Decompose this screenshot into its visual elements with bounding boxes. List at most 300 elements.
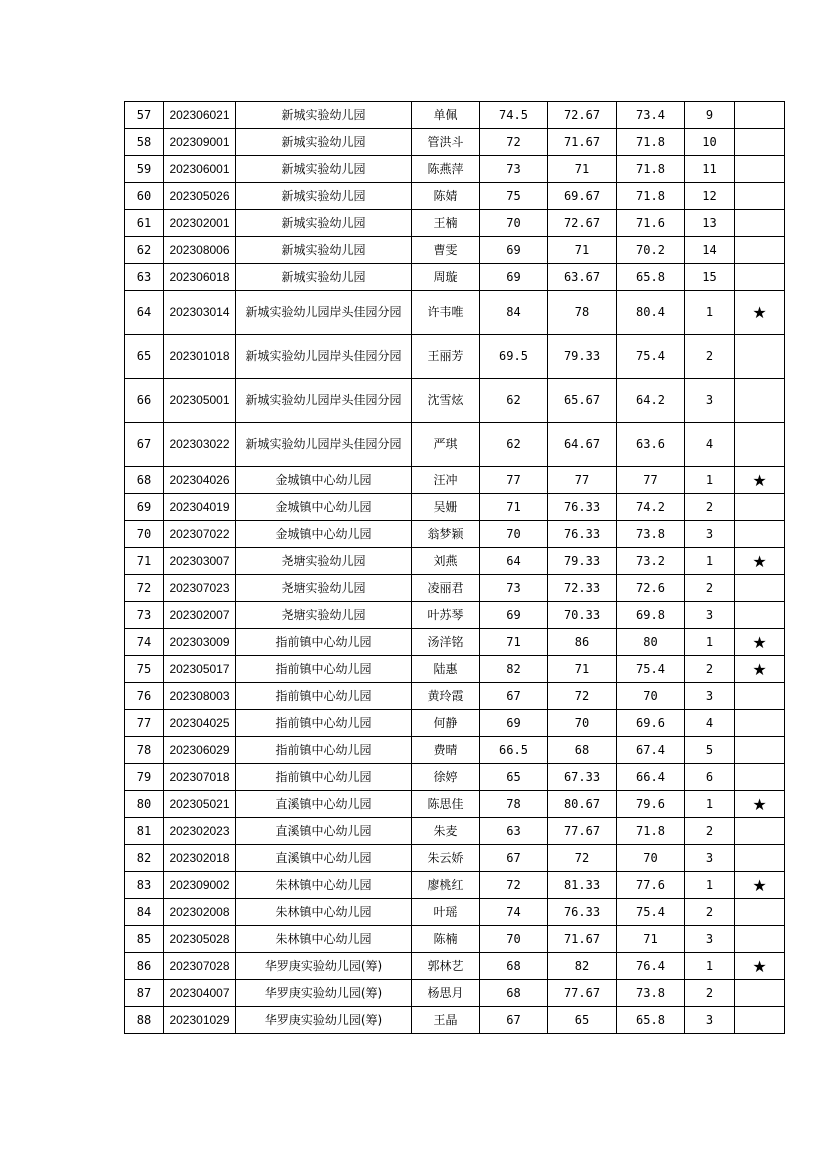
table-row — [125, 710, 785, 737]
qualified-mark-cell — [735, 335, 785, 379]
table-row — [125, 210, 785, 237]
name-cell: 翁梦颖 — [412, 521, 480, 548]
school-cell: 新城实验幼儿园 — [236, 183, 412, 210]
name-cell: 汤洋铭 — [412, 629, 480, 656]
table-row — [125, 629, 785, 656]
written-score-cell: 82 — [480, 656, 548, 683]
total-score-cell: 80.4 — [617, 291, 685, 335]
interview-score-cell: 77 — [548, 467, 617, 494]
qualified-mark-cell — [735, 926, 785, 953]
interview-score-cell: 76.33 — [548, 521, 617, 548]
qualified-mark-cell — [735, 845, 785, 872]
total-score-cell: 75.4 — [617, 656, 685, 683]
written-score-cell: 74.5 — [480, 102, 548, 129]
total-score-cell: 79.6 — [617, 791, 685, 818]
total-score-cell: 65.8 — [617, 1007, 685, 1034]
name-cell: 杨思月 — [412, 980, 480, 1007]
written-score-cell: 64 — [480, 548, 548, 575]
table-row — [125, 791, 785, 818]
qualified-mark-cell — [735, 899, 785, 926]
written-score-cell: 78 — [480, 791, 548, 818]
interview-score-cell: 70.33 — [548, 602, 617, 629]
total-score-cell: 76.4 — [617, 953, 685, 980]
rank-cell: 6 — [685, 764, 735, 791]
school-cell: 金城镇中心幼儿园 — [236, 521, 412, 548]
exam-id-cell: 202303007 — [164, 548, 236, 575]
school-cell: 新城实验幼儿园 — [236, 102, 412, 129]
seq-cell: 72 — [125, 575, 164, 602]
rank-cell: 2 — [685, 494, 735, 521]
name-cell: 汪冲 — [412, 467, 480, 494]
school-cell: 华罗庚实验幼儿园(筹) — [236, 980, 412, 1007]
table-row — [125, 899, 785, 926]
exam-id-cell: 202308003 — [164, 683, 236, 710]
qualified-mark-cell: ★ — [735, 791, 785, 818]
table-row — [125, 423, 785, 467]
total-score-cell: 71.6 — [617, 210, 685, 237]
interview-score-cell: 79.33 — [548, 335, 617, 379]
interview-score-cell: 72 — [548, 683, 617, 710]
rank-cell: 2 — [685, 575, 735, 602]
rank-cell: 3 — [685, 845, 735, 872]
name-cell: 陈楠 — [412, 926, 480, 953]
written-score-cell: 67 — [480, 1007, 548, 1034]
qualified-mark-cell: ★ — [735, 953, 785, 980]
school-cell: 新城实验幼儿园 — [236, 237, 412, 264]
written-score-cell: 84 — [480, 291, 548, 335]
qualified-mark-cell — [735, 264, 785, 291]
written-score-cell: 68 — [480, 953, 548, 980]
qualified-mark-cell — [735, 156, 785, 183]
exam-id-cell: 202302018 — [164, 845, 236, 872]
rank-cell: 1 — [685, 291, 735, 335]
table-row — [125, 264, 785, 291]
seq-cell: 73 — [125, 602, 164, 629]
rank-cell: 4 — [685, 423, 735, 467]
name-cell: 陈思佳 — [412, 791, 480, 818]
interview-score-cell: 79.33 — [548, 548, 617, 575]
rank-cell: 1 — [685, 953, 735, 980]
school-cell: 新城实验幼儿园岸头佳园分园 — [236, 291, 412, 335]
exam-id-cell: 202302001 — [164, 210, 236, 237]
written-score-cell: 62 — [480, 379, 548, 423]
seq-cell: 83 — [125, 872, 164, 899]
interview-score-cell: 69.67 — [548, 183, 617, 210]
qualified-mark-cell: ★ — [735, 548, 785, 575]
total-score-cell: 64.2 — [617, 379, 685, 423]
school-cell: 指前镇中心幼儿园 — [236, 764, 412, 791]
rank-cell: 3 — [685, 379, 735, 423]
name-cell: 叶瑶 — [412, 899, 480, 926]
written-score-cell: 65 — [480, 764, 548, 791]
exam-id-cell: 202305028 — [164, 926, 236, 953]
written-score-cell: 67 — [480, 683, 548, 710]
seq-cell: 63 — [125, 264, 164, 291]
interview-score-cell: 64.67 — [548, 423, 617, 467]
seq-cell: 62 — [125, 237, 164, 264]
name-cell: 黄玲霞 — [412, 683, 480, 710]
name-cell: 单佩 — [412, 102, 480, 129]
name-cell: 郭林艺 — [412, 953, 480, 980]
total-score-cell: 72.6 — [617, 575, 685, 602]
exam-id-cell: 202309001 — [164, 129, 236, 156]
rank-cell: 14 — [685, 237, 735, 264]
school-cell: 直溪镇中心幼儿园 — [236, 791, 412, 818]
name-cell: 何静 — [412, 710, 480, 737]
name-cell: 吴姗 — [412, 494, 480, 521]
qualified-mark-cell: ★ — [735, 656, 785, 683]
qualified-mark-cell — [735, 764, 785, 791]
seq-cell: 78 — [125, 737, 164, 764]
qualified-mark-cell — [735, 1007, 785, 1034]
seq-cell: 69 — [125, 494, 164, 521]
total-score-cell: 71.8 — [617, 818, 685, 845]
seq-cell: 82 — [125, 845, 164, 872]
school-cell: 直溪镇中心幼儿园 — [236, 818, 412, 845]
interview-score-cell: 81.33 — [548, 872, 617, 899]
name-cell: 许韦唯 — [412, 291, 480, 335]
exam-id-cell: 202306001 — [164, 156, 236, 183]
name-cell: 刘燕 — [412, 548, 480, 575]
seq-cell: 65 — [125, 335, 164, 379]
table-row — [125, 818, 785, 845]
interview-score-cell: 76.33 — [548, 494, 617, 521]
interview-score-cell: 67.33 — [548, 764, 617, 791]
interview-score-cell: 68 — [548, 737, 617, 764]
school-cell: 金城镇中心幼儿园 — [236, 467, 412, 494]
rank-cell: 3 — [685, 1007, 735, 1034]
table-row — [125, 467, 785, 494]
seq-cell: 75 — [125, 656, 164, 683]
exam-id-cell: 202305001 — [164, 379, 236, 423]
total-score-cell: 65.8 — [617, 264, 685, 291]
seq-cell: 70 — [125, 521, 164, 548]
rank-cell: 1 — [685, 629, 735, 656]
table-row — [125, 494, 785, 521]
exam-id-cell: 202304019 — [164, 494, 236, 521]
written-score-cell: 73 — [480, 575, 548, 602]
interview-score-cell: 72.33 — [548, 575, 617, 602]
table-row — [125, 764, 785, 791]
table-row — [125, 953, 785, 980]
table-row — [125, 379, 785, 423]
seq-cell: 79 — [125, 764, 164, 791]
rank-cell: 9 — [685, 102, 735, 129]
table-row — [125, 521, 785, 548]
school-cell: 指前镇中心幼儿园 — [236, 656, 412, 683]
table-row — [125, 548, 785, 575]
seq-cell: 60 — [125, 183, 164, 210]
rank-cell: 2 — [685, 980, 735, 1007]
name-cell: 叶苏琴 — [412, 602, 480, 629]
exam-id-cell: 202301029 — [164, 1007, 236, 1034]
results-table-body — [125, 102, 785, 1034]
total-score-cell: 71.8 — [617, 156, 685, 183]
seq-cell: 58 — [125, 129, 164, 156]
rank-cell: 2 — [685, 335, 735, 379]
rank-cell: 4 — [685, 710, 735, 737]
seq-cell: 85 — [125, 926, 164, 953]
rank-cell: 3 — [685, 926, 735, 953]
interview-score-cell: 72.67 — [548, 210, 617, 237]
interview-score-cell: 65.67 — [548, 379, 617, 423]
qualified-mark-cell — [735, 102, 785, 129]
seq-cell: 84 — [125, 899, 164, 926]
school-cell: 新城实验幼儿园岸头佳园分园 — [236, 335, 412, 379]
exam-id-cell: 202306018 — [164, 264, 236, 291]
table-row — [125, 737, 785, 764]
rank-cell: 2 — [685, 818, 735, 845]
school-cell: 指前镇中心幼儿园 — [236, 683, 412, 710]
written-score-cell: 63 — [480, 818, 548, 845]
qualified-mark-cell — [735, 737, 785, 764]
table-row — [125, 237, 785, 264]
interview-score-cell: 77.67 — [548, 818, 617, 845]
rank-cell: 1 — [685, 872, 735, 899]
name-cell: 王丽芳 — [412, 335, 480, 379]
school-cell: 新城实验幼儿园岸头佳园分园 — [236, 379, 412, 423]
qualified-mark-cell — [735, 602, 785, 629]
rank-cell: 5 — [685, 737, 735, 764]
total-score-cell: 74.2 — [617, 494, 685, 521]
rank-cell: 1 — [685, 467, 735, 494]
exam-id-cell: 202302023 — [164, 818, 236, 845]
name-cell: 陈婧 — [412, 183, 480, 210]
rank-cell: 2 — [685, 899, 735, 926]
table-row — [125, 602, 785, 629]
exam-id-cell: 202303014 — [164, 291, 236, 335]
total-score-cell: 77 — [617, 467, 685, 494]
school-cell: 指前镇中心幼儿园 — [236, 737, 412, 764]
seq-cell: 64 — [125, 291, 164, 335]
qualified-mark-cell — [735, 379, 785, 423]
name-cell: 沈雪炫 — [412, 379, 480, 423]
qualified-mark-cell: ★ — [735, 872, 785, 899]
name-cell: 管洪斗 — [412, 129, 480, 156]
interview-score-cell: 72.67 — [548, 102, 617, 129]
table-row — [125, 845, 785, 872]
name-cell: 廖桃红 — [412, 872, 480, 899]
written-score-cell: 71 — [480, 494, 548, 521]
interview-score-cell: 72 — [548, 845, 617, 872]
school-cell: 新城实验幼儿园岸头佳园分园 — [236, 423, 412, 467]
rank-cell: 3 — [685, 521, 735, 548]
qualified-mark-cell — [735, 494, 785, 521]
table-row — [125, 156, 785, 183]
qualified-mark-cell — [735, 423, 785, 467]
total-score-cell: 63.6 — [617, 423, 685, 467]
table-row — [125, 291, 785, 335]
written-score-cell: 67 — [480, 845, 548, 872]
table-row — [125, 129, 785, 156]
seq-cell: 59 — [125, 156, 164, 183]
name-cell: 严琪 — [412, 423, 480, 467]
school-cell: 新城实验幼儿园 — [236, 264, 412, 291]
exam-id-cell: 202307023 — [164, 575, 236, 602]
school-cell: 华罗庚实验幼儿园(筹) — [236, 1007, 412, 1034]
rank-cell: 12 — [685, 183, 735, 210]
seq-cell: 81 — [125, 818, 164, 845]
table-row — [125, 102, 785, 129]
school-cell: 尧塘实验幼儿园 — [236, 602, 412, 629]
total-score-cell: 73.8 — [617, 521, 685, 548]
name-cell: 周璇 — [412, 264, 480, 291]
interview-score-cell: 78 — [548, 291, 617, 335]
exam-id-cell: 202303009 — [164, 629, 236, 656]
total-score-cell: 69.6 — [617, 710, 685, 737]
school-cell: 朱林镇中心幼儿园 — [236, 872, 412, 899]
seq-cell: 77 — [125, 710, 164, 737]
interview-score-cell: 82 — [548, 953, 617, 980]
school-cell: 指前镇中心幼儿园 — [236, 710, 412, 737]
interview-score-cell: 65 — [548, 1007, 617, 1034]
exam-id-cell: 202307028 — [164, 953, 236, 980]
table-row — [125, 1007, 785, 1034]
interview-score-cell: 71.67 — [548, 129, 617, 156]
table-row — [125, 872, 785, 899]
written-score-cell: 71 — [480, 629, 548, 656]
interview-score-cell: 71 — [548, 656, 617, 683]
exam-id-cell: 202306021 — [164, 102, 236, 129]
rank-cell: 13 — [685, 210, 735, 237]
seq-cell: 66 — [125, 379, 164, 423]
written-score-cell: 66.5 — [480, 737, 548, 764]
table-row — [125, 183, 785, 210]
seq-cell: 71 — [125, 548, 164, 575]
total-score-cell: 71.8 — [617, 183, 685, 210]
interview-score-cell: 63.67 — [548, 264, 617, 291]
name-cell: 王楠 — [412, 210, 480, 237]
table-row — [125, 575, 785, 602]
seq-cell: 80 — [125, 791, 164, 818]
written-score-cell: 70 — [480, 926, 548, 953]
exam-id-cell: 202303022 — [164, 423, 236, 467]
name-cell: 王晶 — [412, 1007, 480, 1034]
exam-id-cell: 202304026 — [164, 467, 236, 494]
rank-cell: 2 — [685, 656, 735, 683]
results-table — [124, 101, 785, 1034]
total-score-cell: 70 — [617, 683, 685, 710]
total-score-cell: 73.8 — [617, 980, 685, 1007]
qualified-mark-cell: ★ — [735, 291, 785, 335]
qualified-mark-cell — [735, 237, 785, 264]
seq-cell: 87 — [125, 980, 164, 1007]
school-cell: 华罗庚实验幼儿园(筹) — [236, 953, 412, 980]
interview-score-cell: 76.33 — [548, 899, 617, 926]
school-cell: 尧塘实验幼儿园 — [236, 548, 412, 575]
exam-id-cell: 202307018 — [164, 764, 236, 791]
written-score-cell: 69.5 — [480, 335, 548, 379]
name-cell: 凌丽君 — [412, 575, 480, 602]
table-row — [125, 335, 785, 379]
rank-cell: 10 — [685, 129, 735, 156]
total-score-cell: 77.6 — [617, 872, 685, 899]
school-cell: 直溪镇中心幼儿园 — [236, 845, 412, 872]
written-score-cell: 69 — [480, 602, 548, 629]
interview-score-cell: 70 — [548, 710, 617, 737]
name-cell: 朱麦 — [412, 818, 480, 845]
written-score-cell: 75 — [480, 183, 548, 210]
total-score-cell: 71.8 — [617, 129, 685, 156]
written-score-cell: 62 — [480, 423, 548, 467]
rank-cell: 11 — [685, 156, 735, 183]
name-cell: 朱云娇 — [412, 845, 480, 872]
written-score-cell: 69 — [480, 710, 548, 737]
school-cell: 尧塘实验幼儿园 — [236, 575, 412, 602]
qualified-mark-cell — [735, 129, 785, 156]
total-score-cell: 80 — [617, 629, 685, 656]
rank-cell: 3 — [685, 683, 735, 710]
written-score-cell: 73 — [480, 156, 548, 183]
exam-id-cell: 202302008 — [164, 899, 236, 926]
rank-cell: 1 — [685, 548, 735, 575]
table-row — [125, 683, 785, 710]
name-cell: 徐婷 — [412, 764, 480, 791]
interview-score-cell: 71 — [548, 237, 617, 264]
written-score-cell: 74 — [480, 899, 548, 926]
school-cell: 朱林镇中心幼儿园 — [236, 926, 412, 953]
school-cell: 新城实验幼儿园 — [236, 156, 412, 183]
total-score-cell: 69.8 — [617, 602, 685, 629]
exam-id-cell: 202305021 — [164, 791, 236, 818]
seq-cell: 61 — [125, 210, 164, 237]
seq-cell: 88 — [125, 1007, 164, 1034]
interview-score-cell: 71 — [548, 156, 617, 183]
exam-id-cell: 202301018 — [164, 335, 236, 379]
exam-id-cell: 202308006 — [164, 237, 236, 264]
total-score-cell: 73.2 — [617, 548, 685, 575]
total-score-cell: 70.2 — [617, 237, 685, 264]
qualified-mark-cell — [735, 210, 785, 237]
written-score-cell: 69 — [480, 264, 548, 291]
total-score-cell: 66.4 — [617, 764, 685, 791]
interview-score-cell: 86 — [548, 629, 617, 656]
table-row — [125, 656, 785, 683]
total-score-cell: 75.4 — [617, 899, 685, 926]
school-cell: 新城实验幼儿园 — [236, 210, 412, 237]
written-score-cell: 70 — [480, 210, 548, 237]
written-score-cell: 69 — [480, 237, 548, 264]
total-score-cell: 67.4 — [617, 737, 685, 764]
qualified-mark-cell — [735, 575, 785, 602]
total-score-cell: 75.4 — [617, 335, 685, 379]
exam-id-cell: 202304007 — [164, 980, 236, 1007]
table-row — [125, 926, 785, 953]
seq-cell: 86 — [125, 953, 164, 980]
written-score-cell: 70 — [480, 521, 548, 548]
exam-id-cell: 202302007 — [164, 602, 236, 629]
seq-cell: 76 — [125, 683, 164, 710]
qualified-mark-cell — [735, 683, 785, 710]
seq-cell: 68 — [125, 467, 164, 494]
written-score-cell: 72 — [480, 872, 548, 899]
rank-cell: 15 — [685, 264, 735, 291]
qualified-mark-cell: ★ — [735, 629, 785, 656]
interview-score-cell: 77.67 — [548, 980, 617, 1007]
seq-cell: 74 — [125, 629, 164, 656]
rank-cell: 1 — [685, 791, 735, 818]
rank-cell: 3 — [685, 602, 735, 629]
interview-score-cell: 80.67 — [548, 791, 617, 818]
table-row — [125, 980, 785, 1007]
seq-cell: 67 — [125, 423, 164, 467]
total-score-cell: 71 — [617, 926, 685, 953]
total-score-cell: 70 — [617, 845, 685, 872]
school-cell: 指前镇中心幼儿园 — [236, 629, 412, 656]
exam-id-cell: 202304025 — [164, 710, 236, 737]
school-cell: 新城实验幼儿园 — [236, 129, 412, 156]
qualified-mark-cell: ★ — [735, 467, 785, 494]
